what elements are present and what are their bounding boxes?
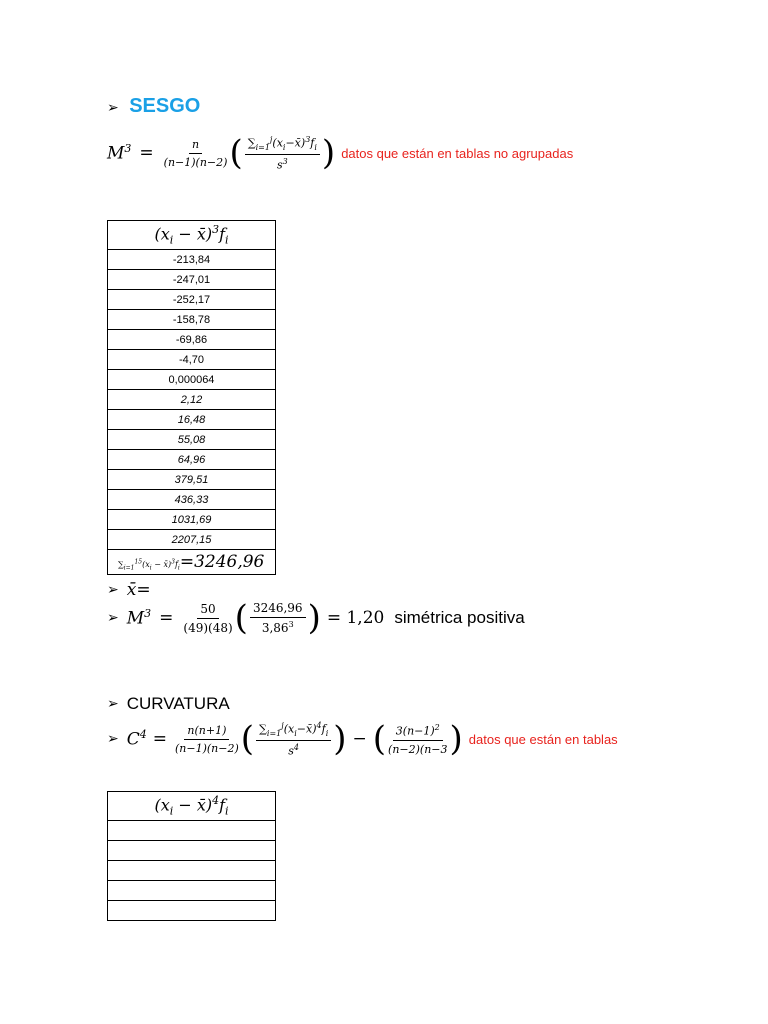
skewness-interpretation: simétrica positiva	[394, 608, 525, 627]
mean-line: ➢ x̄ =	[107, 580, 151, 600]
table-row: -69,86	[108, 330, 276, 350]
arrowhead-bullet-icon: ➢	[107, 582, 119, 598]
sesgo-title: SESGO	[129, 95, 201, 117]
arrowhead-bullet-icon: ➢	[107, 610, 119, 626]
skewness-note: datos que están en tablas no agrupadas	[341, 145, 574, 161]
table-row: -213,84	[108, 250, 276, 270]
table-row: -252,17	[108, 290, 276, 310]
curvatura-title: CURVATURA	[126, 694, 230, 713]
arrowhead-bullet-icon: ➢	[107, 696, 119, 712]
table-row: 436,33	[108, 490, 276, 510]
table-row	[108, 821, 276, 841]
kurtosis-note: datos que están en tablas	[468, 731, 618, 747]
skewness-formula: $M^3$ = $\frac{n}{(n-1)(n-2)}$ ( $\frac{\sum_{i=1}^j(x_i-x̄)^3f_i}{s^3}$ ) datos que están en tablas no agrupadas	[107, 133, 574, 174]
cubed-deviation-table	[107, 220, 276, 575]
table-row	[108, 881, 276, 901]
table-row: 55,08	[108, 430, 276, 450]
table-row	[108, 841, 276, 861]
table-header: ($x_i$ − $x̄)^4f_i$	[108, 792, 276, 821]
table-row: -4,70	[108, 350, 276, 370]
table-row	[108, 861, 276, 881]
fourth-power-deviation-table	[107, 791, 276, 921]
kurtosis-formula: ➢ $C^4$ = $\frac{n(n+1)}{(n-1)(n-2)}$ ( $\frac{\sum_{i=1}^j(x_i-x̄)^4f_i}{s^4}$ ) − ( $\frac{3(n-1)^2}{(n-2)(n-3}$ ) datos que están en tablas	[107, 719, 618, 760]
table-row	[108, 901, 276, 921]
table-header: ($x_i$ − $x̄)^3f_i$	[108, 221, 276, 250]
table-row: -247,01	[108, 270, 276, 290]
table-row: 0,000064	[108, 370, 276, 390]
skewness-result: ➢ $M^3$ = $\frac{50}{(49)(48)}$ ( $\frac{3246,96}{3,86^3}$ ) = 1,20 simétrica positiva	[107, 598, 525, 638]
arrowhead-bullet-icon: ➢	[107, 731, 119, 748]
table-row: -158,78	[108, 310, 276, 330]
table-row: 2,12	[108, 390, 276, 410]
table-row: 2207,15	[108, 530, 276, 550]
curvatura-heading	[107, 694, 230, 714]
table-row: 379,51	[108, 470, 276, 490]
table-row: 16,48	[108, 410, 276, 430]
skewness-value: = 1,20	[326, 608, 385, 628]
arrowhead-bullet-icon: ➢	[107, 100, 119, 116]
sum-value: =3246,96	[179, 552, 265, 572]
table-row: 1031,69	[108, 510, 276, 530]
table-sum-row: $\sum_{i=1}^{15}(x_i$ − $x̄)^3f_i=3246,96$	[108, 550, 276, 575]
sesgo-heading	[107, 95, 200, 118]
table-row: 64,96	[108, 450, 276, 470]
